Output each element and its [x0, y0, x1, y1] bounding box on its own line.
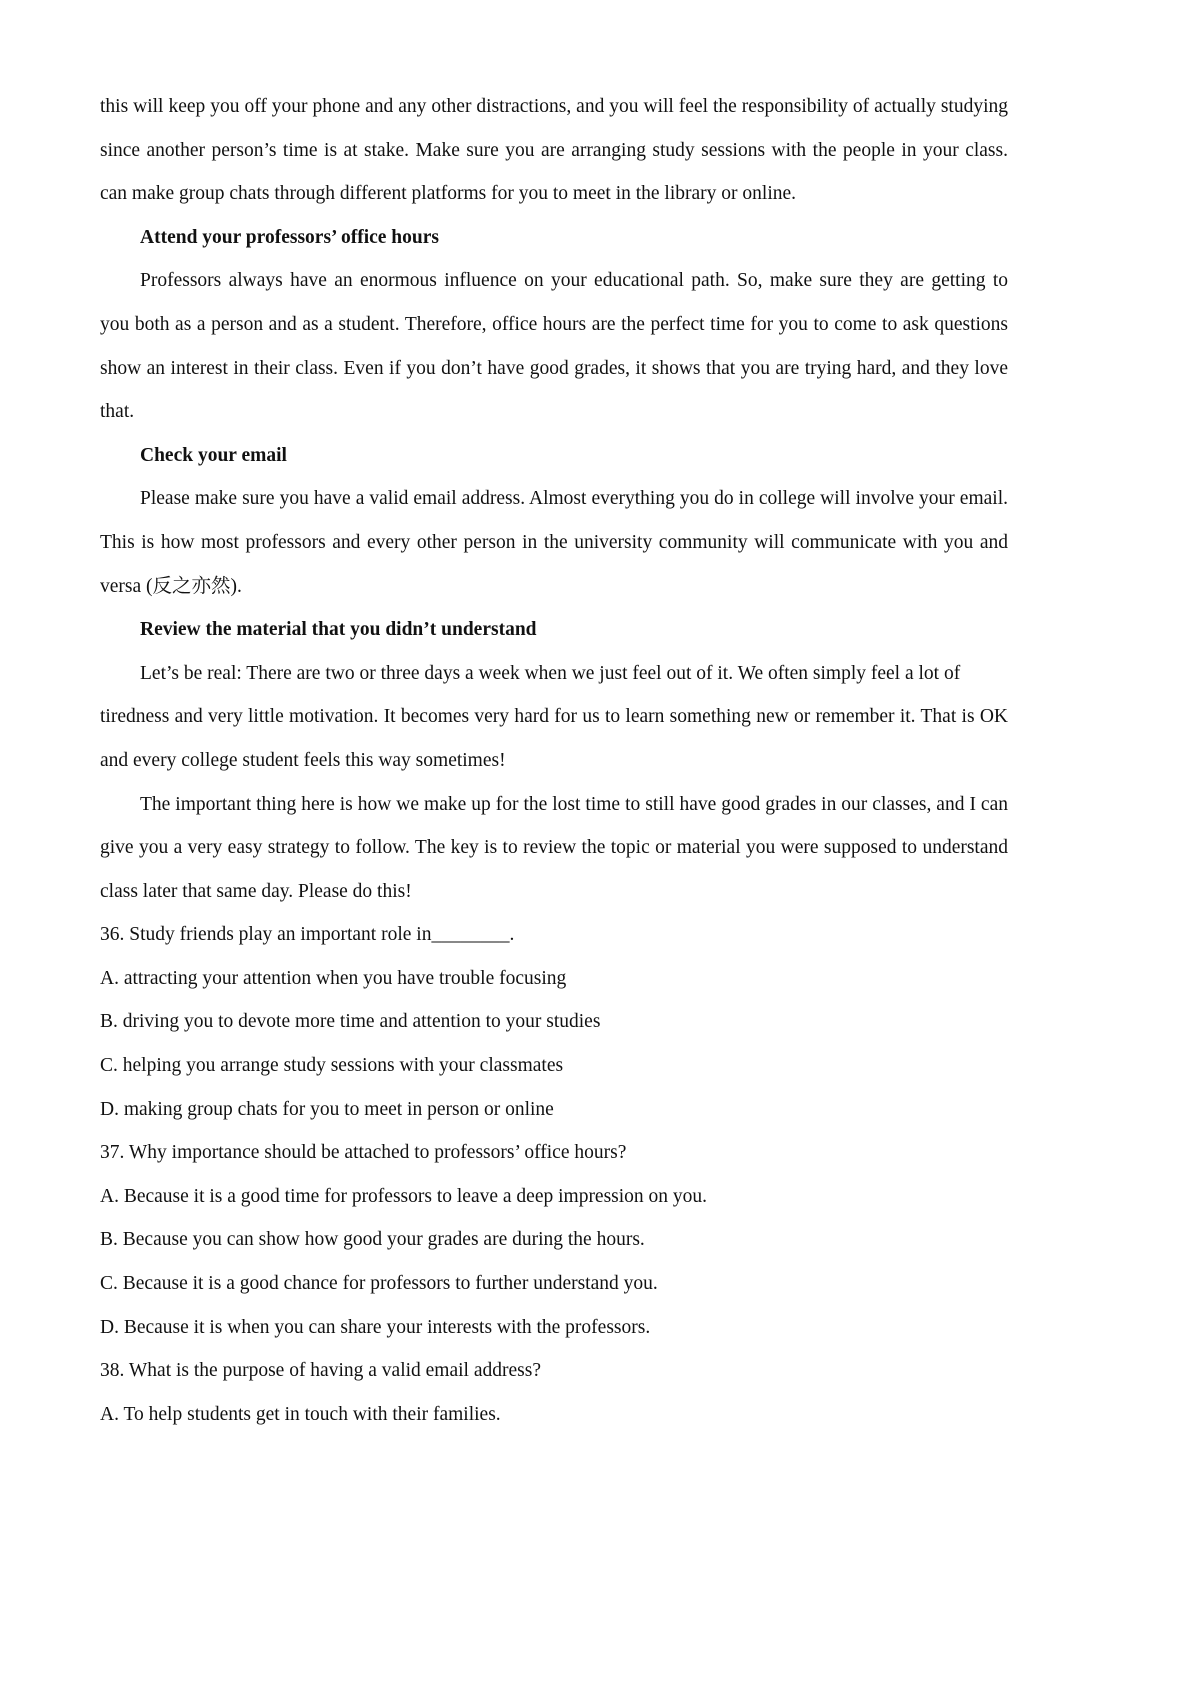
section-heading: Review the material that you didn’t understand — [140, 619, 537, 641]
answer-option: A. attracting your attention when you have trouble focusing — [100, 967, 567, 989]
paragraph-line: and every college student feels this way sometimes! — [100, 749, 506, 771]
paragraph-line: that. — [100, 401, 135, 423]
paragraph-line: give you a very easy strategy to follow. The key is to review the topic or material you were supposed to understand — [100, 837, 1008, 859]
paragraph-line: The important thing here is how we make up for the lost time to still have good grades in our classes, and I can — [140, 793, 1008, 815]
paragraph-line: since another person’s time is at stake. Make sure you are arranging study sessions with the people in your class. — [100, 139, 1008, 161]
paragraph-line: versa (反之亦然). — [100, 575, 242, 597]
section-heading: Check your email — [140, 444, 287, 466]
answer-option: D. making group chats for you to meet in person or online — [100, 1098, 554, 1120]
paragraph-line: tiredness and very little motivation. It becomes very hard for us to learn something new or remember it. That is OK — [100, 706, 1008, 728]
answer-option: C. helping you arrange study sessions with your classmates — [100, 1055, 564, 1077]
section-heading: Attend your professors’ office hours — [140, 226, 439, 248]
document-page — [100, 85, 1008, 1436]
paragraph-line: class later that same day. Please do this! — [100, 880, 412, 902]
paragraph-line: can make group chats through different platforms for you to meet in the library or online. — [100, 183, 797, 205]
paragraph-line: this will keep you off your phone and any other distractions, and you will feel the responsibility of actually studying — [100, 96, 1008, 117]
paragraph-line: Please make sure you have a valid email address. Almost everything you do in college will involve your email. — [140, 488, 1008, 510]
question-stem: 38. What is the purpose of having a valid email address? — [100, 1360, 541, 1382]
answer-option: D. Because it is when you can share your interests with the professors. — [100, 1316, 651, 1338]
answer-option: A. To help students get in touch with their families. — [100, 1403, 501, 1425]
answer-option: B. driving you to devote more time and attention to your studies — [100, 1011, 601, 1033]
paragraph-line: This is how most professors and every other person in the university community will communicate with you and — [100, 531, 1008, 553]
paragraph-line: you both as a person and as a student. Therefore, office hours are the perfect time for you to come to ask questions — [100, 313, 1008, 335]
paragraph-line: show an interest in their class. Even if you don’t have good grades, it shows that you are trying hard, and they love — [100, 357, 1008, 379]
paragraph-line: Let’s be real: There are two or three days a week when we just feel out of it. We often simply feel a lot of — [140, 662, 961, 684]
paragraph-line: Professors always have an enormous influence on your educational path. So, make sure they are getting to — [140, 270, 1008, 292]
question-stem: 36. Study friends play an important role in________. — [100, 924, 515, 946]
answer-option: C. Because it is a good chance for professors to further understand you. — [100, 1273, 658, 1295]
question-stem: 37. Why importance should be attached to professors’ office hours? — [100, 1142, 627, 1164]
answer-option: B. Because you can show how good your grades are during the hours. — [100, 1229, 645, 1251]
answer-option: A. Because it is a good time for professors to leave a deep impression on you. — [100, 1185, 708, 1207]
